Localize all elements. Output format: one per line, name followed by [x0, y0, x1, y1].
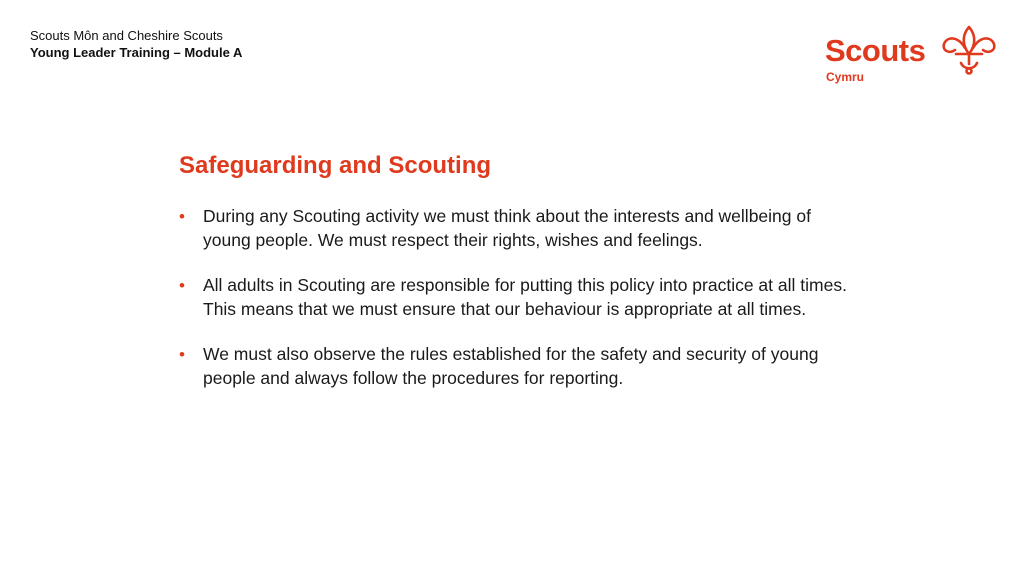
bullet-icon: •: [179, 345, 185, 364]
bullet-text: We must also observe the rules established for the safety and security of young people and always follow the procedures for reporting.: [203, 344, 819, 388]
fleur-de-lis-icon: [941, 24, 997, 76]
org-name: Scouts Môn and Cheshire Scouts: [30, 28, 223, 43]
list-item: [179, 274, 849, 321]
bullet-icon: •: [179, 207, 185, 226]
slide-header: [30, 27, 242, 61]
bullet-list: [179, 205, 849, 412]
bullet-text: During any Scouting activity we must think about the interests and wellbeing of young people. We must respect their rights, wishes and feelings.: [203, 206, 811, 250]
bullet-icon: •: [179, 276, 185, 295]
bullet-text: All adults in Scouting are responsible for putting this policy into practice at all times. This means that we must ensure that our behaviour is appropriate at all times.: [203, 275, 847, 319]
logo-subtext: Cymru: [826, 70, 865, 84]
scouts-cymru-logo: [825, 24, 1000, 88]
list-item: [179, 343, 849, 390]
list-item: [179, 205, 849, 252]
course-title: Young Leader Training – Module A: [30, 45, 243, 60]
slide-title: Safeguarding and Scouting: [179, 152, 492, 179]
logo-wordmark: Scouts: [825, 33, 926, 68]
